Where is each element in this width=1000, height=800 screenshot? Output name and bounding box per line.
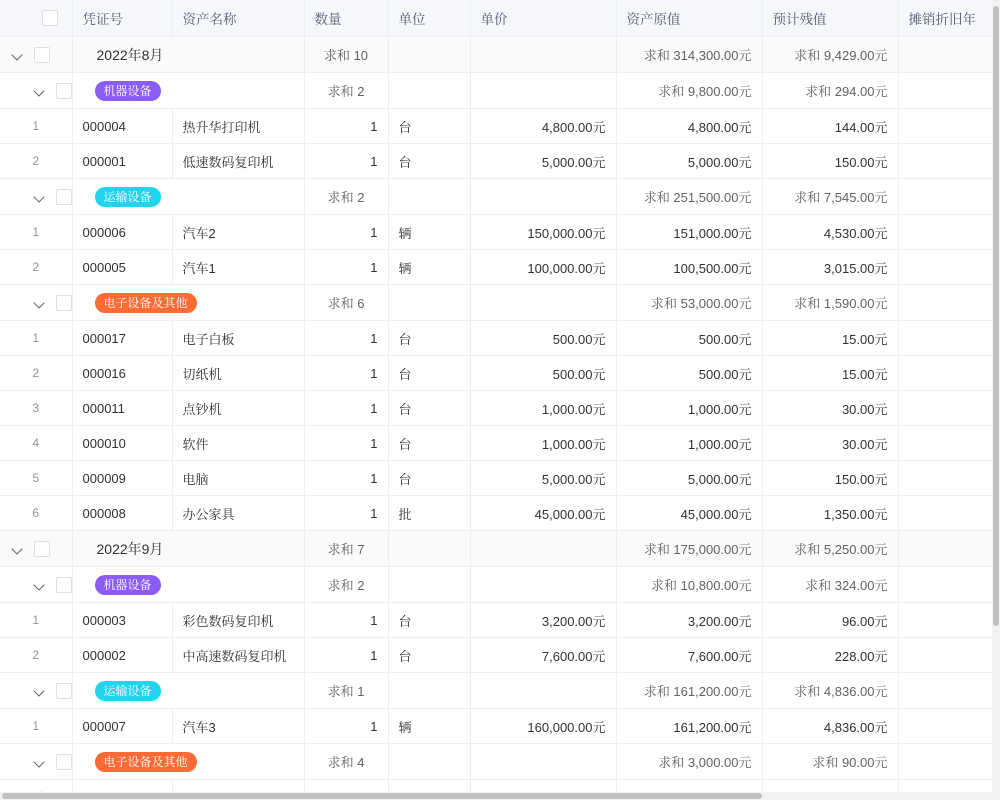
- cell-quantity: 1: [304, 426, 388, 461]
- cell-original-value: 100,500.00元: [616, 250, 762, 285]
- cell-asset-name: 汽车2: [172, 215, 304, 250]
- row-index: 5: [0, 461, 72, 496]
- cell-quantity: 1: [304, 250, 388, 285]
- cell-unit: 台: [388, 461, 470, 496]
- cell-amortization: [898, 391, 1000, 426]
- cell-residual-value: 150.00元: [762, 461, 898, 496]
- cell-original-value: 500.00元: [616, 356, 762, 391]
- cell-unit-price: 5,000.00元: [470, 461, 616, 496]
- chevron-down-icon[interactable]: [32, 189, 48, 205]
- month-residual-sum: 求和 9,429.00元: [762, 37, 898, 73]
- month-amort-cell: [898, 37, 1000, 73]
- cell-voucher: 000010: [72, 426, 172, 461]
- cell-asset-name: 中高速数码复印机: [172, 638, 304, 673]
- cell-unit-price: 500.00元: [470, 356, 616, 391]
- cell-quantity: 1: [304, 109, 388, 144]
- category-amort-cell: [898, 73, 1000, 109]
- cell-unit-price: 100,000.00元: [470, 250, 616, 285]
- cell-voucher: 000007: [72, 709, 172, 744]
- category-group-toggle-cell[interactable]: [0, 285, 72, 321]
- category-tag: 机器设备: [95, 81, 161, 101]
- category-original-sum: 求和 251,500.00元: [616, 179, 762, 215]
- cell-asset-name: 电子白板: [172, 321, 304, 356]
- cell-original-value: 1,000.00元: [616, 426, 762, 461]
- month-group-row[interactable]: [0, 37, 1000, 73]
- category-unit-cell: [388, 673, 470, 709]
- chevron-down-icon[interactable]: [32, 683, 48, 699]
- table-row[interactable]: [0, 603, 1000, 638]
- cell-amortization: [898, 638, 1000, 673]
- cell-original-value: 500.00元: [616, 321, 762, 356]
- cell-quantity: 1: [304, 391, 388, 426]
- chevron-down-icon[interactable]: [32, 295, 48, 311]
- cell-unit: 台: [388, 391, 470, 426]
- chevron-down-icon[interactable]: [10, 541, 26, 557]
- cell-amortization: [898, 496, 1000, 531]
- cell-residual-value: 4,836.00元: [762, 709, 898, 744]
- category-residual-sum: 求和 90.00元: [762, 744, 898, 780]
- cell-residual-value: 96.00元: [762, 603, 898, 638]
- category-price-cell: [470, 73, 616, 109]
- cell-asset-name: 办公家具: [172, 496, 304, 531]
- category-group-toggle-cell[interactable]: [0, 567, 72, 603]
- cell-asset-name: 彩色数码复印机: [172, 603, 304, 638]
- month-label-cell: [72, 531, 304, 567]
- cell-asset-name: 汽车3: [172, 709, 304, 744]
- category-residual-sum: 求和 294.00元: [762, 73, 898, 109]
- cell-quantity: 1: [304, 215, 388, 250]
- category-group-row[interactable]: [0, 179, 1000, 215]
- cell-amortization: [898, 461, 1000, 496]
- cell-amortization: [898, 109, 1000, 144]
- month-amort-cell: [898, 531, 1000, 567]
- row-checkbox[interactable]: [34, 47, 50, 63]
- cell-unit: 辆: [388, 709, 470, 744]
- chevron-down-icon[interactable]: [10, 47, 26, 63]
- category-unit-cell: [388, 73, 470, 109]
- cell-residual-value: 15.00元: [762, 321, 898, 356]
- category-price-cell: [470, 179, 616, 215]
- cell-residual-value: 150.00元: [762, 144, 898, 179]
- cell-voucher: 000004: [72, 109, 172, 144]
- table-row[interactable]: [0, 461, 1000, 496]
- cell-original-value: 45,000.00元: [616, 496, 762, 531]
- cell-unit: 辆: [388, 250, 470, 285]
- category-unit-cell: [388, 567, 470, 603]
- table-row[interactable]: [0, 144, 1000, 179]
- cell-quantity: 1: [304, 638, 388, 673]
- month-label: 2022年9月: [96, 540, 164, 557]
- cell-unit: 台: [388, 109, 470, 144]
- cell-amortization: [898, 144, 1000, 179]
- category-label-cell: [72, 285, 304, 321]
- category-residual-sum: 求和 4,836.00元: [762, 673, 898, 709]
- select-all-checkbox[interactable]: [42, 10, 58, 26]
- cell-asset-name: 热升华打印机: [172, 109, 304, 144]
- category-label-cell: [72, 179, 304, 215]
- row-index: 2: [0, 356, 72, 391]
- category-qty-sum: 求和 2: [304, 179, 388, 215]
- row-checkbox[interactable]: [56, 577, 72, 593]
- cell-residual-value: 144.00元: [762, 109, 898, 144]
- month-price-cell: [470, 37, 616, 73]
- cell-unit-price: 5,000.00元: [470, 144, 616, 179]
- category-residual-sum: 求和 324.00元: [762, 567, 898, 603]
- category-label-cell: [72, 673, 304, 709]
- header-select-all-cell: [0, 0, 72, 37]
- table-row[interactable]: [0, 215, 1000, 250]
- cell-quantity: 1: [304, 144, 388, 179]
- cell-residual-value: 4,530.00元: [762, 215, 898, 250]
- category-price-cell: [470, 285, 616, 321]
- cell-residual-value: 3,015.00元: [762, 250, 898, 285]
- row-checkbox[interactable]: [56, 189, 72, 205]
- month-original-sum: 求和 175,000.00元: [616, 531, 762, 567]
- cell-asset-name: 点钞机: [172, 391, 304, 426]
- category-amort-cell: [898, 179, 1000, 215]
- header-residual-value[interactable]: 预计残值: [762, 0, 898, 37]
- cell-quantity: 1: [304, 709, 388, 744]
- header-row: [0, 0, 1000, 37]
- category-tag: 电子设备及其他: [95, 293, 197, 313]
- cell-voucher: 000016: [72, 356, 172, 391]
- month-price-cell: [470, 531, 616, 567]
- cell-residual-value: 228.00元: [762, 638, 898, 673]
- cell-residual-value: 30.00元: [762, 426, 898, 461]
- cell-original-value: 5,000.00元: [616, 461, 762, 496]
- row-checkbox[interactable]: [34, 541, 50, 557]
- category-group-toggle-cell[interactable]: [0, 73, 72, 109]
- category-amort-cell: [898, 744, 1000, 780]
- cell-original-value: 1,000.00元: [616, 391, 762, 426]
- month-group-toggle-cell[interactable]: [0, 37, 72, 73]
- category-group-toggle-cell[interactable]: [0, 744, 72, 780]
- category-group-toggle-cell[interactable]: [0, 179, 72, 215]
- table-row[interactable]: [0, 496, 1000, 531]
- category-group-row[interactable]: [0, 285, 1000, 321]
- month-group-row[interactable]: [0, 531, 1000, 567]
- cell-voucher: 000009: [72, 461, 172, 496]
- row-index: 2: [0, 638, 72, 673]
- chevron-down-icon[interactable]: [32, 577, 48, 593]
- category-unit-cell: [388, 285, 470, 321]
- category-group-row[interactable]: [0, 73, 1000, 109]
- month-label: 2022年8月: [96, 46, 164, 63]
- cell-original-value: 7,600.00元: [616, 638, 762, 673]
- month-qty-sum: 求和 10: [304, 37, 388, 73]
- cell-original-value: 4,800.00元: [616, 109, 762, 144]
- category-original-sum: 求和 53,000.00元: [616, 285, 762, 321]
- cell-voucher: 000005: [72, 250, 172, 285]
- table-row[interactable]: [0, 426, 1000, 461]
- cell-unit-price: 500.00元: [470, 321, 616, 356]
- row-index: 1: [0, 603, 72, 638]
- category-group-row[interactable]: [0, 744, 1000, 780]
- cell-residual-value: 30.00元: [762, 391, 898, 426]
- chevron-down-icon[interactable]: [32, 83, 48, 99]
- category-label-cell: [72, 744, 304, 780]
- cell-voucher: 000008: [72, 496, 172, 531]
- table-header: [0, 0, 1000, 37]
- category-qty-sum: 求和 1: [304, 673, 388, 709]
- vertical-scrollbar[interactable]: [992, 0, 1000, 800]
- category-price-cell: [470, 567, 616, 603]
- category-residual-sum: 求和 1,590.00元: [762, 285, 898, 321]
- cell-amortization: [898, 215, 1000, 250]
- row-checkbox[interactable]: [56, 683, 72, 699]
- category-qty-sum: 求和 2: [304, 73, 388, 109]
- header-unit[interactable]: 单位: [388, 0, 470, 37]
- category-group-row[interactable]: [0, 567, 1000, 603]
- header-asset-name[interactable]: 资产名称: [172, 0, 304, 37]
- month-residual-sum: 求和 5,250.00元: [762, 531, 898, 567]
- cell-residual-value: 15.00元: [762, 356, 898, 391]
- cell-amortization: [898, 321, 1000, 356]
- month-unit-cell: [388, 531, 470, 567]
- category-unit-cell: [388, 179, 470, 215]
- category-amort-cell: [898, 673, 1000, 709]
- table-row[interactable]: [0, 109, 1000, 144]
- category-residual-sum: 求和 7,545.00元: [762, 179, 898, 215]
- cell-unit: 台: [388, 426, 470, 461]
- row-checkbox[interactable]: [56, 295, 72, 311]
- category-amort-cell: [898, 285, 1000, 321]
- table-row[interactable]: [0, 391, 1000, 426]
- cell-voucher: 000002: [72, 638, 172, 673]
- category-group-toggle-cell[interactable]: [0, 673, 72, 709]
- category-qty-sum: 求和 6: [304, 285, 388, 321]
- table-body: [0, 37, 1000, 800]
- chevron-down-icon[interactable]: [32, 754, 48, 770]
- cell-original-value: 161,200.00元: [616, 709, 762, 744]
- cell-voucher: 000011: [72, 391, 172, 426]
- cell-unit-price: 4,800.00元: [470, 109, 616, 144]
- category-unit-cell: [388, 744, 470, 780]
- cell-original-value: 151,000.00元: [616, 215, 762, 250]
- cell-unit-price: 1,000.00元: [470, 426, 616, 461]
- category-amort-cell: [898, 567, 1000, 603]
- cell-asset-name: 汽车1: [172, 250, 304, 285]
- cell-residual-value: 1,350.00元: [762, 496, 898, 531]
- cell-quantity: 1: [304, 496, 388, 531]
- row-checkbox[interactable]: [56, 754, 72, 770]
- header-amortization[interactable]: 摊销折旧年: [898, 0, 1000, 37]
- table-row[interactable]: [0, 709, 1000, 744]
- row-index: 2: [0, 144, 72, 179]
- cell-voucher: 000006: [72, 215, 172, 250]
- header-quantity[interactable]: 数量: [304, 0, 388, 37]
- cell-unit: 批: [388, 496, 470, 531]
- row-index: 1: [0, 321, 72, 356]
- cell-voucher: 000001: [72, 144, 172, 179]
- cell-quantity: 1: [304, 461, 388, 496]
- cell-asset-name: 切纸机: [172, 356, 304, 391]
- cell-quantity: 1: [304, 356, 388, 391]
- horizontal-scrollbar[interactable]: [0, 792, 992, 800]
- category-group-row[interactable]: [0, 673, 1000, 709]
- cell-amortization: [898, 709, 1000, 744]
- month-original-sum: 求和 314,300.00元: [616, 37, 762, 73]
- row-index: 1: [0, 215, 72, 250]
- category-original-sum: 求和 3,000.00元: [616, 744, 762, 780]
- month-group-toggle-cell[interactable]: [0, 531, 72, 567]
- cell-amortization: [898, 426, 1000, 461]
- table-row[interactable]: [0, 638, 1000, 673]
- cell-asset-name: 软件: [172, 426, 304, 461]
- cell-voucher: 000017: [72, 321, 172, 356]
- cell-unit: 台: [388, 638, 470, 673]
- table-row[interactable]: [0, 321, 1000, 356]
- category-label-cell: [72, 567, 304, 603]
- category-qty-sum: 求和 4: [304, 744, 388, 780]
- cell-unit-price: 1,000.00元: [470, 391, 616, 426]
- table-row[interactable]: [0, 250, 1000, 285]
- category-original-sum: 求和 161,200.00元: [616, 673, 762, 709]
- category-original-sum: 求和 9,800.00元: [616, 73, 762, 109]
- month-unit-cell: [388, 37, 470, 73]
- header-unit-price[interactable]: 单价: [470, 0, 616, 37]
- cell-unit: 台: [388, 603, 470, 638]
- header-original-value[interactable]: 资产原值: [616, 0, 762, 37]
- cell-quantity: 1: [304, 321, 388, 356]
- cell-asset-name: 电脑: [172, 461, 304, 496]
- row-checkbox[interactable]: [56, 83, 72, 99]
- row-index: 4: [0, 426, 72, 461]
- cell-unit-price: 45,000.00元: [470, 496, 616, 531]
- cell-unit-price: 150,000.00元: [470, 215, 616, 250]
- cell-unit: 台: [388, 356, 470, 391]
- category-original-sum: 求和 10,800.00元: [616, 567, 762, 603]
- row-index: 2: [0, 250, 72, 285]
- cell-unit-price: 160,000.00元: [470, 709, 616, 744]
- cell-voucher: 000003: [72, 603, 172, 638]
- cell-quantity: 1: [304, 603, 388, 638]
- category-price-cell: [470, 744, 616, 780]
- category-qty-sum: 求和 2: [304, 567, 388, 603]
- cell-original-value: 5,000.00元: [616, 144, 762, 179]
- cell-asset-name: 低速数码复印机: [172, 144, 304, 179]
- row-index: 3: [0, 391, 72, 426]
- cell-unit: 辆: [388, 215, 470, 250]
- row-index: 1: [0, 109, 72, 144]
- category-price-cell: [470, 673, 616, 709]
- table-row[interactable]: [0, 356, 1000, 391]
- category-tag: 运输设备: [95, 187, 161, 207]
- category-tag: 运输设备: [95, 681, 161, 701]
- cell-amortization: [898, 250, 1000, 285]
- vertical-scrollbar-thumb[interactable]: [993, 6, 999, 626]
- month-label-cell: [72, 37, 304, 73]
- cell-unit-price: 7,600.00元: [470, 638, 616, 673]
- cell-unit: 台: [388, 321, 470, 356]
- cell-unit-price: 3,200.00元: [470, 603, 616, 638]
- header-voucher[interactable]: 凭证号: [72, 0, 172, 37]
- cell-original-value: 3,200.00元: [616, 603, 762, 638]
- row-index: 1: [0, 709, 72, 744]
- cell-amortization: [898, 603, 1000, 638]
- horizontal-scrollbar-thumb[interactable]: [2, 793, 762, 799]
- cell-unit: 台: [388, 144, 470, 179]
- month-qty-sum: 求和 7: [304, 531, 388, 567]
- row-index: 6: [0, 496, 72, 531]
- category-label-cell: [72, 73, 304, 109]
- category-tag: 电子设备及其他: [95, 752, 197, 772]
- cell-amortization: [898, 356, 1000, 391]
- category-tag: 机器设备: [95, 575, 161, 595]
